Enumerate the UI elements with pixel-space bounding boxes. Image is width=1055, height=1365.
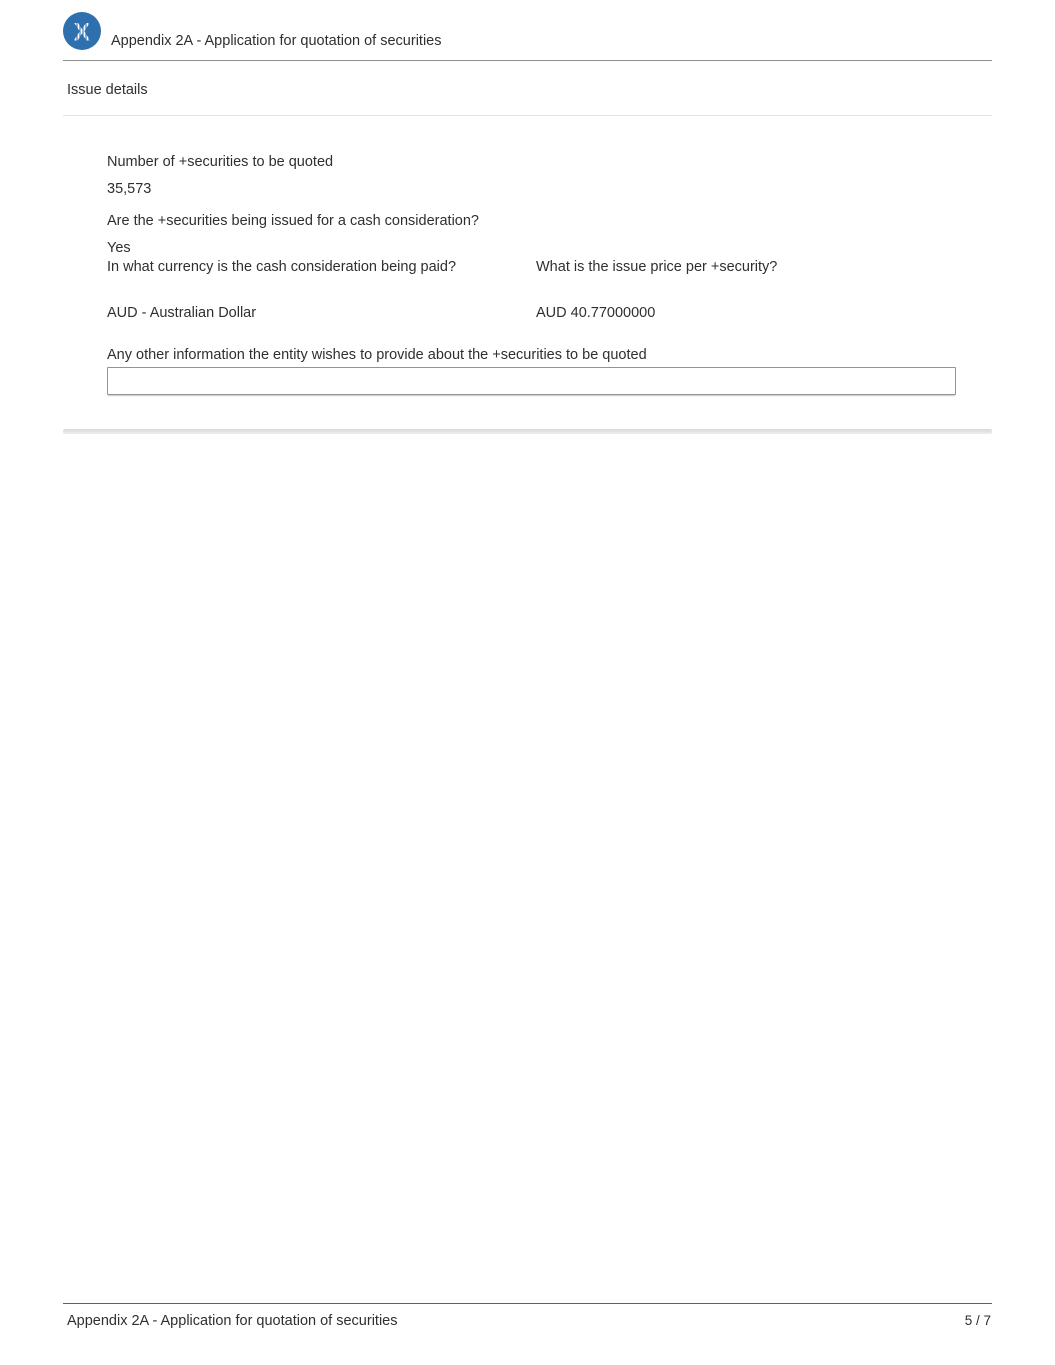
field-issue-price	[536, 258, 992, 323]
section-divider	[63, 429, 992, 434]
field-number-of-securities	[107, 153, 992, 199]
page-indicator: 5 / 7	[964, 1313, 991, 1328]
other-information-input[interactable]	[107, 367, 956, 395]
asx-logo-icon	[63, 12, 101, 50]
field-value: AUD - Australian Dollar	[107, 305, 257, 321]
document-footer	[63, 1303, 992, 1329]
footer-title: Appendix 2A - Application for quotation of securities	[67, 1313, 398, 1329]
field-label: Are the +securities being issued for a cash consideration?	[107, 213, 479, 229]
section-header	[63, 61, 992, 116]
field-label: What is the issue price per +security?	[536, 259, 778, 275]
field-value: AUD 40.77000000	[536, 305, 656, 321]
field-cash-consideration	[107, 212, 992, 258]
field-label: Number of +securities to be quoted	[107, 154, 334, 170]
field-currency	[107, 258, 536, 323]
section-title: Issue details	[67, 82, 148, 98]
field-label: In what currency is the cash consideration being paid?	[107, 259, 457, 275]
field-value: Yes	[107, 240, 131, 256]
issue-details-form	[63, 116, 992, 395]
field-other-information	[107, 346, 992, 395]
field-value: 35,573	[107, 181, 152, 197]
currency-price-row	[107, 258, 992, 323]
document-header	[63, 0, 992, 61]
field-label: Any other information the entity wishes to provide about the +securities to be quoted	[107, 347, 647, 363]
document-title: Appendix 2A - Application for quotation of securities	[111, 33, 442, 49]
svg-text:X: X	[73, 18, 91, 47]
